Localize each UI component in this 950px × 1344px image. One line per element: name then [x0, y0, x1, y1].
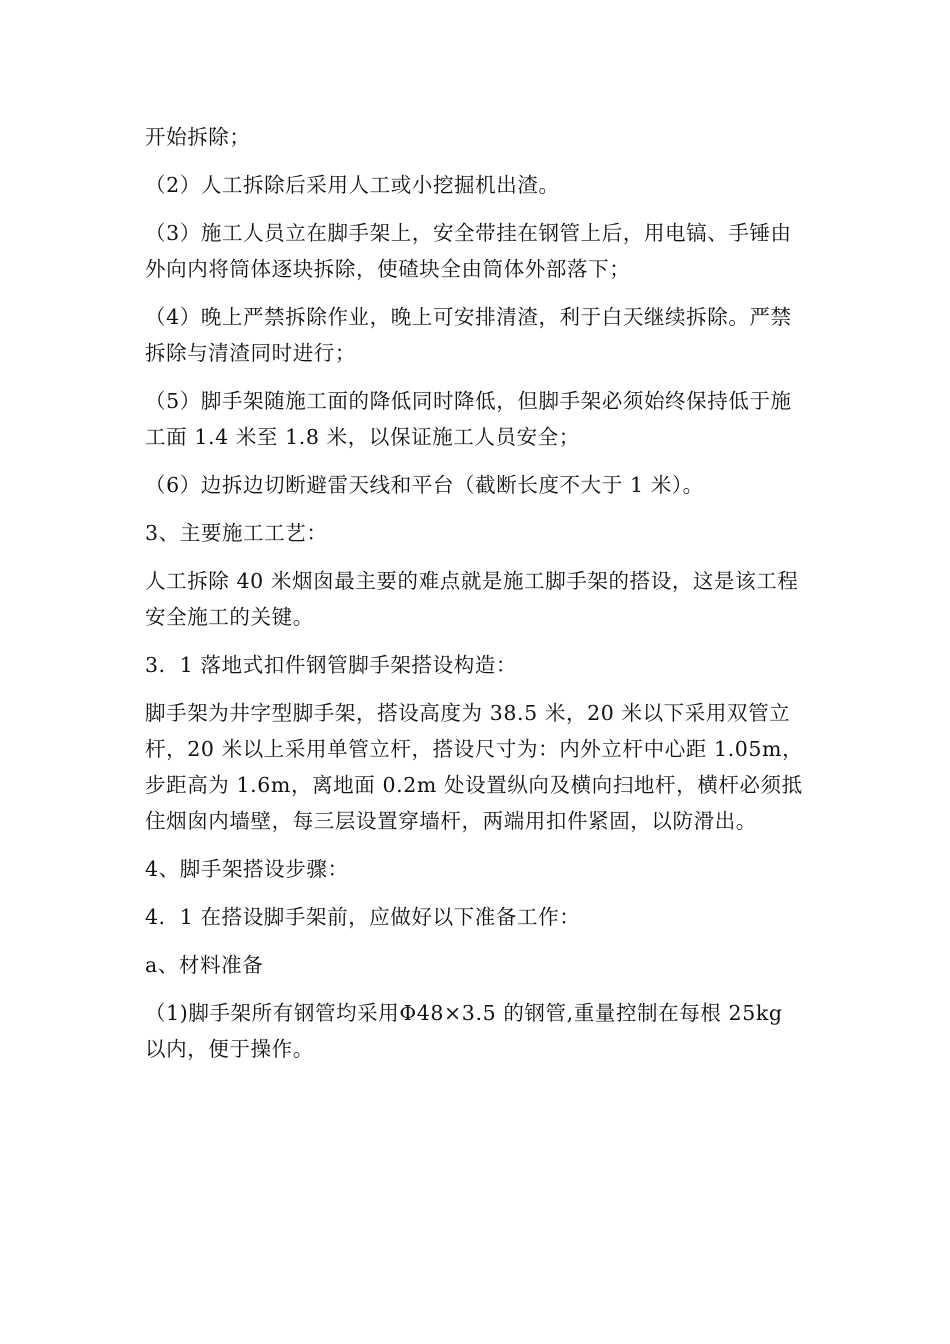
paragraph-materials-1: （1)脚手架所有钢管均采用Φ48×3.5 的钢管,重量控制在每根 25kg 以内，便于操作。: [145, 1001, 783, 1061]
item-heading-a: a、材料准备: [145, 953, 264, 977]
section-heading-4: 4、脚手架搭设步骤：: [145, 857, 349, 881]
section-heading-3: 3、主要施工工艺：: [145, 521, 328, 545]
document-body: [145, 119, 810, 1079]
paragraph-scaffold-structure: 脚手架为井字型脚手架，搭设高度为 38.5 米，20 米以下采用双管立杆，20 米以上采用单管立杆，搭设尺寸为：内外立杆中心距 1.05m，步距高为 1.6m，离地面 0.2m 处设置纵向及横向扫地杆，横杆必须抵住烟囱内墙壁，每三层设置穿墙杆，两端用扣件紧固，以防滑出。: [145, 701, 804, 833]
paragraph-continuation: 开始拆除；: [145, 125, 251, 149]
subsection-heading-3-1: 3．1 落地式扣件钢管脚手架搭设构造：: [145, 653, 518, 677]
paragraph-step-4: （4）晚上严禁拆除作业，晚上可安排清渣，利于白天继续拆除。严禁拆除与清渣同时进行；: [145, 305, 792, 365]
paragraph-step-2: （2）人工拆除后采用人工或小挖掘机出渣。: [145, 173, 560, 197]
paragraph-step-3: （3）施工人员立在脚手架上，安全带挂在钢管上后，用电镐、手锤由外向内将筒体逐块拆除，使碴块全由筒体外部落下；: [145, 221, 792, 281]
paragraph-step-5: （5）脚手架随施工面的降低同时降低，但脚手架必须始终保持低于施工面 1.4 米至 1.8 米，以保证施工人员安全；: [145, 389, 792, 449]
subsection-heading-4-1: 4．1 在搭设脚手架前，应做好以下准备工作：: [145, 905, 581, 929]
paragraph-step-6: （6）边拆边切断避雷天线和平台（截断长度不大于 1 米）。: [145, 473, 704, 497]
paragraph-difficulty: 人工拆除 40 米烟囱最主要的难点就是施工脚手架的搭设，这是该工程安全施工的关键。: [145, 569, 799, 629]
